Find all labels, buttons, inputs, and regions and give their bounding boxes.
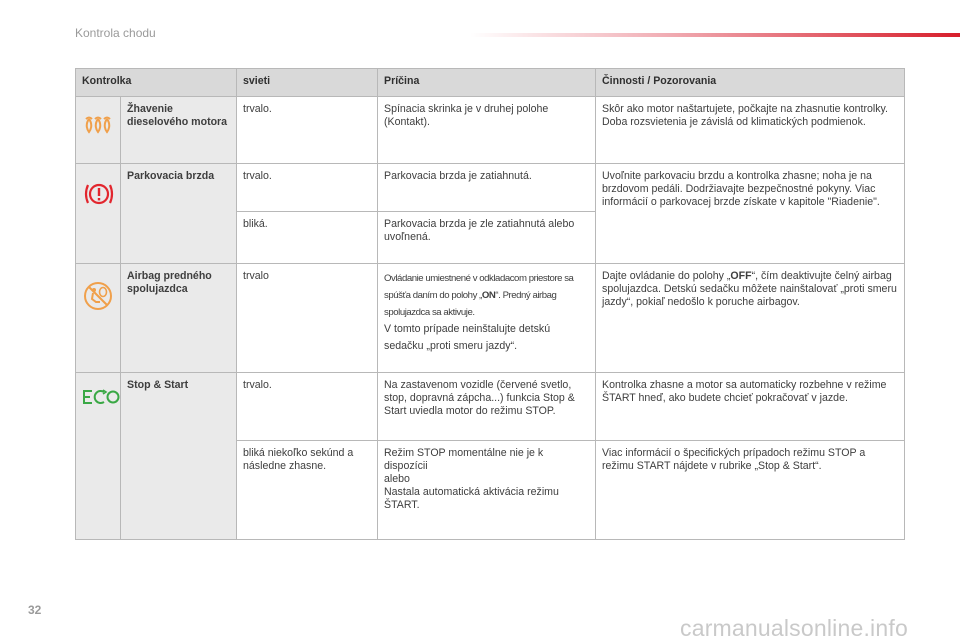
glow-plug-cinnosti: Skôr ako motor naštartujete, počkajte na zhasnutie kontrolky. Doba rozsvietenia je závislá od klimatických podmienok. bbox=[596, 97, 905, 164]
stop-start-name: Stop & Start bbox=[121, 373, 237, 540]
glow-plug-name: Žhavenie dieselového motora bbox=[121, 97, 237, 164]
parking-brake-pricina-2: Parkovacia brzda je zle zatiahnutá alebo uvoľnená. bbox=[378, 212, 596, 264]
stop-start-svieti-2: bliká niekoľko sekúnd a následne zhasne. bbox=[237, 441, 378, 540]
airbag-cinnosti-a: Dajte ovládanie do polohy „ bbox=[602, 270, 731, 282]
table-header-row bbox=[76, 69, 905, 97]
airbag-svieti: trvalo bbox=[237, 264, 378, 373]
glow-plug-pricina: Spínacia skrinka je v druhej polohe (Kontakt). bbox=[378, 97, 596, 164]
table-row-stop-start-1 bbox=[76, 373, 905, 441]
airbag-cinnosti-b: “, čím deaktivujte čelný airbag spolujazdca. Detskú sedačku môžete nainštalovať „proti smeru jazdy“, pokiaľ nedošlo k poruche airbagov. bbox=[602, 270, 897, 308]
page-header-title: Kontrola chodu bbox=[75, 26, 156, 40]
parking-brake-name: Parkovacia brzda bbox=[121, 164, 237, 264]
header-svieti: svieti bbox=[237, 69, 378, 97]
glow-plug-icon bbox=[76, 97, 121, 164]
parking-brake-cinnosti: Uvoľnite parkovaciu brzdu a kontrolka zhasne; noha je na brzdovom pedáli. Dodržiavajte bezpečnostné pokyny. Viac informácií o parkovacej brzde získate v kapitole "Riadenie". bbox=[596, 164, 905, 264]
header-cinnosti: Činnosti / Pozorovania bbox=[596, 69, 905, 97]
airbag-cinnosti-off: OFF bbox=[730, 270, 752, 282]
page-number: 32 bbox=[28, 603, 42, 617]
airbag-pricina-note bbox=[384, 270, 589, 321]
airbag-cinnosti bbox=[596, 264, 905, 373]
stop-start-pricina-2b: alebo bbox=[384, 473, 410, 485]
parking-brake-icon bbox=[76, 164, 121, 264]
passenger-airbag-off-icon bbox=[76, 264, 121, 373]
table-row-airbag bbox=[76, 264, 905, 373]
eco-stop-start-icon bbox=[76, 373, 121, 540]
parking-brake-svieti-1: trvalo. bbox=[237, 164, 378, 212]
glow-plug-svieti: trvalo. bbox=[237, 97, 378, 164]
watermark-text: carmanualsonline.info bbox=[680, 615, 908, 641]
header-accent-line bbox=[470, 33, 960, 37]
stop-start-pricina-2a: Režim STOP momentálne nie je k dispozícii bbox=[384, 447, 544, 472]
airbag-pricina bbox=[378, 264, 596, 373]
parking-brake-svieti-2: bliká. bbox=[237, 212, 378, 264]
airbag-pricina-b: “. Predný airbag spolujazdca sa aktivuje. bbox=[384, 290, 557, 318]
table-row-parking-brake-1 bbox=[76, 164, 905, 212]
stop-start-cinnosti-2: Viac informácií o špecifických prípadoch režimu STOP a režimu START nájdete v rubrike „Stop & Start“. bbox=[596, 441, 905, 540]
stop-start-pricina-2c: Nastala automatická aktivácia režimu ŠTART. bbox=[384, 486, 559, 511]
header-kontrolka: Kontrolka bbox=[76, 69, 237, 97]
table-row-glow-plug bbox=[76, 97, 905, 164]
airbag-name: Airbag predného spolujazdca bbox=[121, 264, 237, 373]
stop-start-svieti-1: trvalo. bbox=[237, 373, 378, 441]
airbag-pricina-c: V tomto prípade neinštalujte detskú sedačku „proti smeru jazdy“. bbox=[384, 323, 551, 352]
airbag-pricina-on: ON bbox=[481, 290, 496, 301]
airbag-pricina-a: Ovládanie umiestnené v odkladacom priestore sa spúšťa daním do polohy „ bbox=[384, 273, 574, 301]
stop-start-pricina-1: Na zastavenom vozidle (červené svetlo, stop, dopravná zápcha...) funkcia Stop & Start uviedla motor do režimu STOP. bbox=[378, 373, 596, 441]
parking-brake-pricina-1: Parkovacia brzda je zatiahnutá. bbox=[378, 164, 596, 212]
stop-start-pricina-2 bbox=[378, 441, 596, 540]
stop-start-cinnosti-1: Kontrolka zhasne a motor sa automaticky rozbehne v režime ŠTART hneď, ako budete chcieť pokračovať v jazde. bbox=[596, 373, 905, 441]
warning-lights-table bbox=[75, 68, 905, 540]
header-pricina: Príčina bbox=[378, 69, 596, 97]
